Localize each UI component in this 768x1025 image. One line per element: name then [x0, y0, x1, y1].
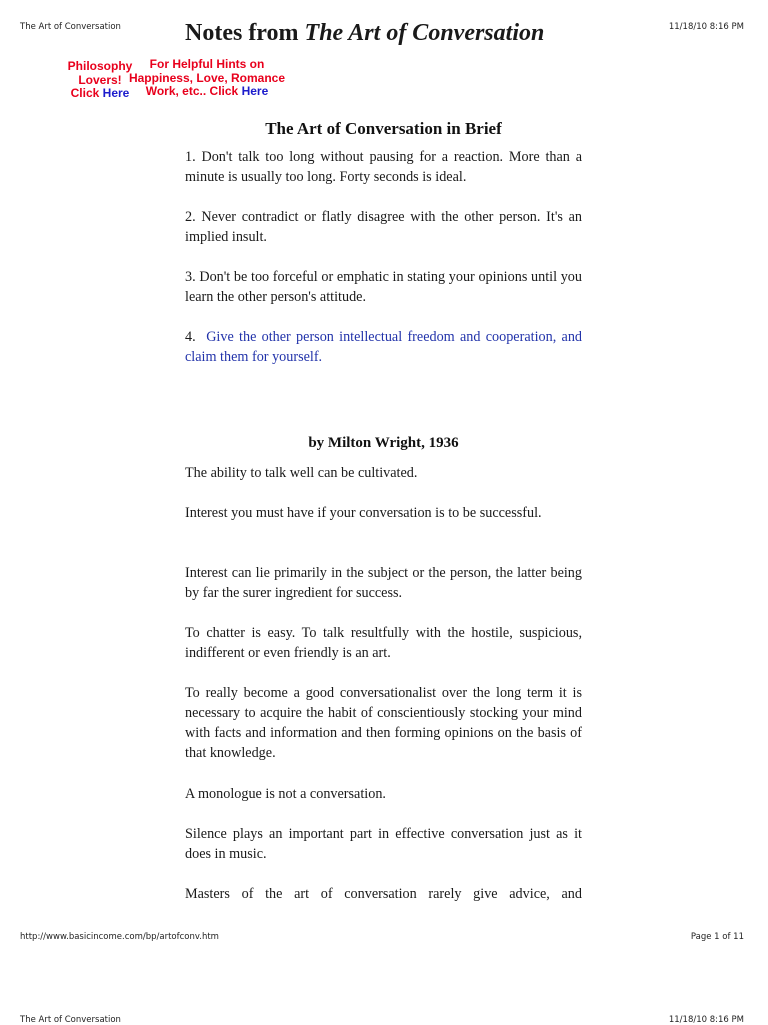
print-header-datetime: 11/18/10 8:16 PM [668, 22, 744, 32]
philosophy-here-link[interactable]: Here [102, 86, 130, 100]
notes-paragraph-8: Masters of the art of conversation rarely give advice, and [185, 886, 582, 902]
notes-paragraph-4: To chatter is easy. To talk resultfully with the hostile, suspicious, indifferent or even friendly is an art. [185, 625, 582, 661]
brief-item-2: 2. Never contradict or flatly disagree with the other person. It's an implied insult. [185, 209, 582, 245]
next-page-header-datetime: 11/18/10 8:16 PM [668, 1015, 744, 1025]
promo-click-text: Click [70, 86, 100, 100]
notes-paragraph-5: To really become a good conversationalist over the long term it is necessary to acquire the habit of conscientiously stocking your mind with facts and information and then forming opinions on the basis of that knowledge. [185, 685, 582, 761]
brief-item-1: 1. Don't talk too long without pausing for a reaction. More than a minute is usually too long. Forty seconds is ideal. [185, 149, 582, 185]
brief-item-4-number: 4. [185, 329, 196, 345]
notes-paragraph-2: Interest you must have if your conversation is to be successful. [185, 505, 542, 521]
notes-byline: by Milton Wright, 1936 [308, 435, 459, 451]
notes-paragraph-3: Interest can lie primarily in the subject or the person, the latter being by far the surer ingredient for success. [185, 565, 582, 601]
print-footer-page: Page 1 of 11 [690, 932, 744, 942]
notes-heading-prefix: Notes from [185, 19, 305, 46]
notes-heading [185, 20, 582, 47]
next-page-header-title: The Art of Conversation [20, 1015, 121, 1025]
notes-paragraph-1: The ability to talk well can be cultivated. [185, 465, 418, 481]
promo-lovers-text: Lovers! [78, 72, 122, 87]
notes-paragraph-6: A monologue is not a conversation. [185, 786, 386, 802]
promo-topics-text: Happiness, Love, Romance [128, 70, 286, 85]
brief-item-4 [185, 327, 582, 367]
promo-work-click-text: Work, etc.. Click [145, 84, 239, 98]
notes-paragraph-7: Silence plays an important part in effective conversation just as it does in music. [185, 826, 582, 862]
promo-philosophy-text: Philosophy [67, 59, 133, 73]
brief-heading: The Art of Conversation in Brief [265, 119, 502, 138]
promo-hints-text: For Helpful Hints on [149, 57, 265, 71]
print-header-title: The Art of Conversation [20, 22, 121, 32]
hints-here-link[interactable]: Here [241, 84, 269, 98]
print-footer-url: http://www.basicincome.com/bp/artofconv.htm [20, 932, 219, 942]
notes-heading-book: The Art of Conversation [304, 19, 545, 46]
brief-item-4-text: Give the other person intellectual freedom and cooperation, and claim them for yourself. [185, 329, 583, 365]
brief-item-3: 3. Don't be too forceful or emphatic in stating your opinions until you learn the other person's attitude. [185, 269, 582, 305]
